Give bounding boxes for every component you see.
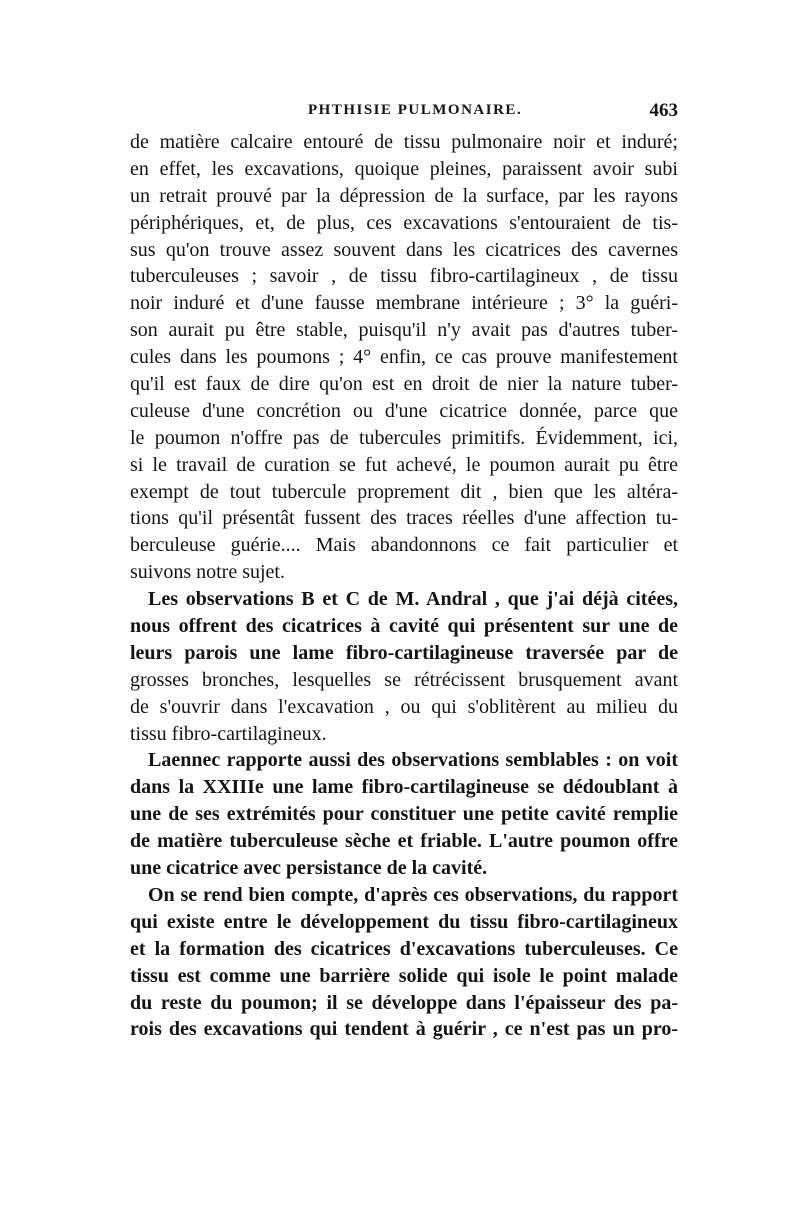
text-line: une cicatrice avec persistance de la cavité.: [130, 857, 488, 880]
text-line: grosses bronches, lesquelles se rétrécissent brusquement avant: [130, 668, 678, 691]
text-line: tissu est comme une barrière solide qui isole le point malade: [130, 964, 678, 987]
text-line: Laennec rapporte aussi des observations semblables : on voit: [148, 749, 678, 772]
running-title: PHTHISIE PULMONAIRE.: [308, 102, 523, 118]
body-text: [130, 129, 678, 1043]
text-line: sus qu'on trouve assez souvent dans les cicatrices des cavernes: [130, 238, 678, 261]
text-line: tions qu'il présentât fussent des traces réelles d'une affection tu-: [130, 507, 678, 530]
text-line: rois des excavations qui tendent à guérir , ce n'est pas un pro-: [130, 1018, 678, 1041]
text-line: dans la XXIIIe une lame fibro-cartilagineuse se dédoublant à: [130, 776, 678, 799]
text-line: leurs parois une lame fibro-cartilagineuse traversée par de: [130, 641, 678, 664]
text-line: nous offrent des cicatrices à cavité qui présentent sur une de: [130, 615, 678, 638]
text-line: cules dans les poumons ; 4° enfin, ce cas prouve manifestement: [130, 346, 678, 369]
page-number: 463: [649, 100, 678, 121]
text-line: en effet, les excavations, quoique pleines, paraissent avoir subi: [130, 157, 678, 180]
text-line: berculeuse guérie.... Mais abandonnons ce fait particulier et: [130, 534, 678, 557]
paragraph: [130, 129, 678, 586]
text-line: et la formation des cicatrices d'excavations tuberculeuses. Ce: [130, 937, 678, 960]
text-line: le poumon n'offre pas de tubercules primitifs. Évidemment, ici,: [130, 426, 678, 449]
text-line: On se rend bien compte, d'après ces observations, du rapport: [148, 883, 678, 906]
text-line: du reste du poumon; il se développe dans l'épaisseur des pa-: [130, 991, 678, 1014]
text-line: exempt de tout tubercule proprement dit , bien que les altéra-: [130, 480, 678, 503]
running-head: [130, 100, 678, 124]
text-line: un retrait prouvé par la dépression de la surface, par les rayons: [130, 184, 678, 207]
text-line: noir induré et d'une fausse membrane intérieure ; 3° la guéri-: [130, 292, 678, 315]
text-line: qui existe entre le développement du tissu fibro-cartilagineux: [130, 910, 678, 933]
text-line: Les observations B et C de M. Andral , que j'ai déjà citées,: [148, 588, 678, 611]
text-line: de matière tuberculeuse sèche et friable. L'autre poumon offre: [130, 830, 678, 853]
text-line: culeuse d'une concrétion ou d'une cicatrice donnée, parce que: [130, 399, 678, 422]
text-line: de matière calcaire entouré de tissu pulmonaire noir et induré;: [130, 131, 678, 153]
text-line: de s'ouvrir dans l'excavation , ou qui s'oblitèrent au milieu du: [130, 695, 678, 718]
text-line: si le travail de curation se fut achevé, le poumon aurait pu être: [130, 453, 678, 476]
text-line: qu'il est faux de dire qu'on est en droit de nier la nature tuber-: [130, 373, 678, 396]
text-line: une de ses extrémités pour constituer une petite cavité remplie: [130, 803, 678, 826]
text-line: tissu fibro-cartilagineux.: [130, 722, 327, 745]
text-line: suivons notre sujet.: [130, 561, 285, 584]
text-line: tuberculeuses ; savoir , de tissu fibro-cartilagineux , de tissu: [130, 265, 678, 288]
paragraph: [130, 586, 678, 747]
paragraph: [130, 747, 678, 881]
paragraph: [130, 882, 678, 1043]
text-line: son aurait pu être stable, puisqu'il n'y avait pas d'autres tuber-: [130, 319, 678, 342]
text-line: périphériques, et, de plus, ces excavations s'entouraient de tis-: [130, 211, 678, 234]
